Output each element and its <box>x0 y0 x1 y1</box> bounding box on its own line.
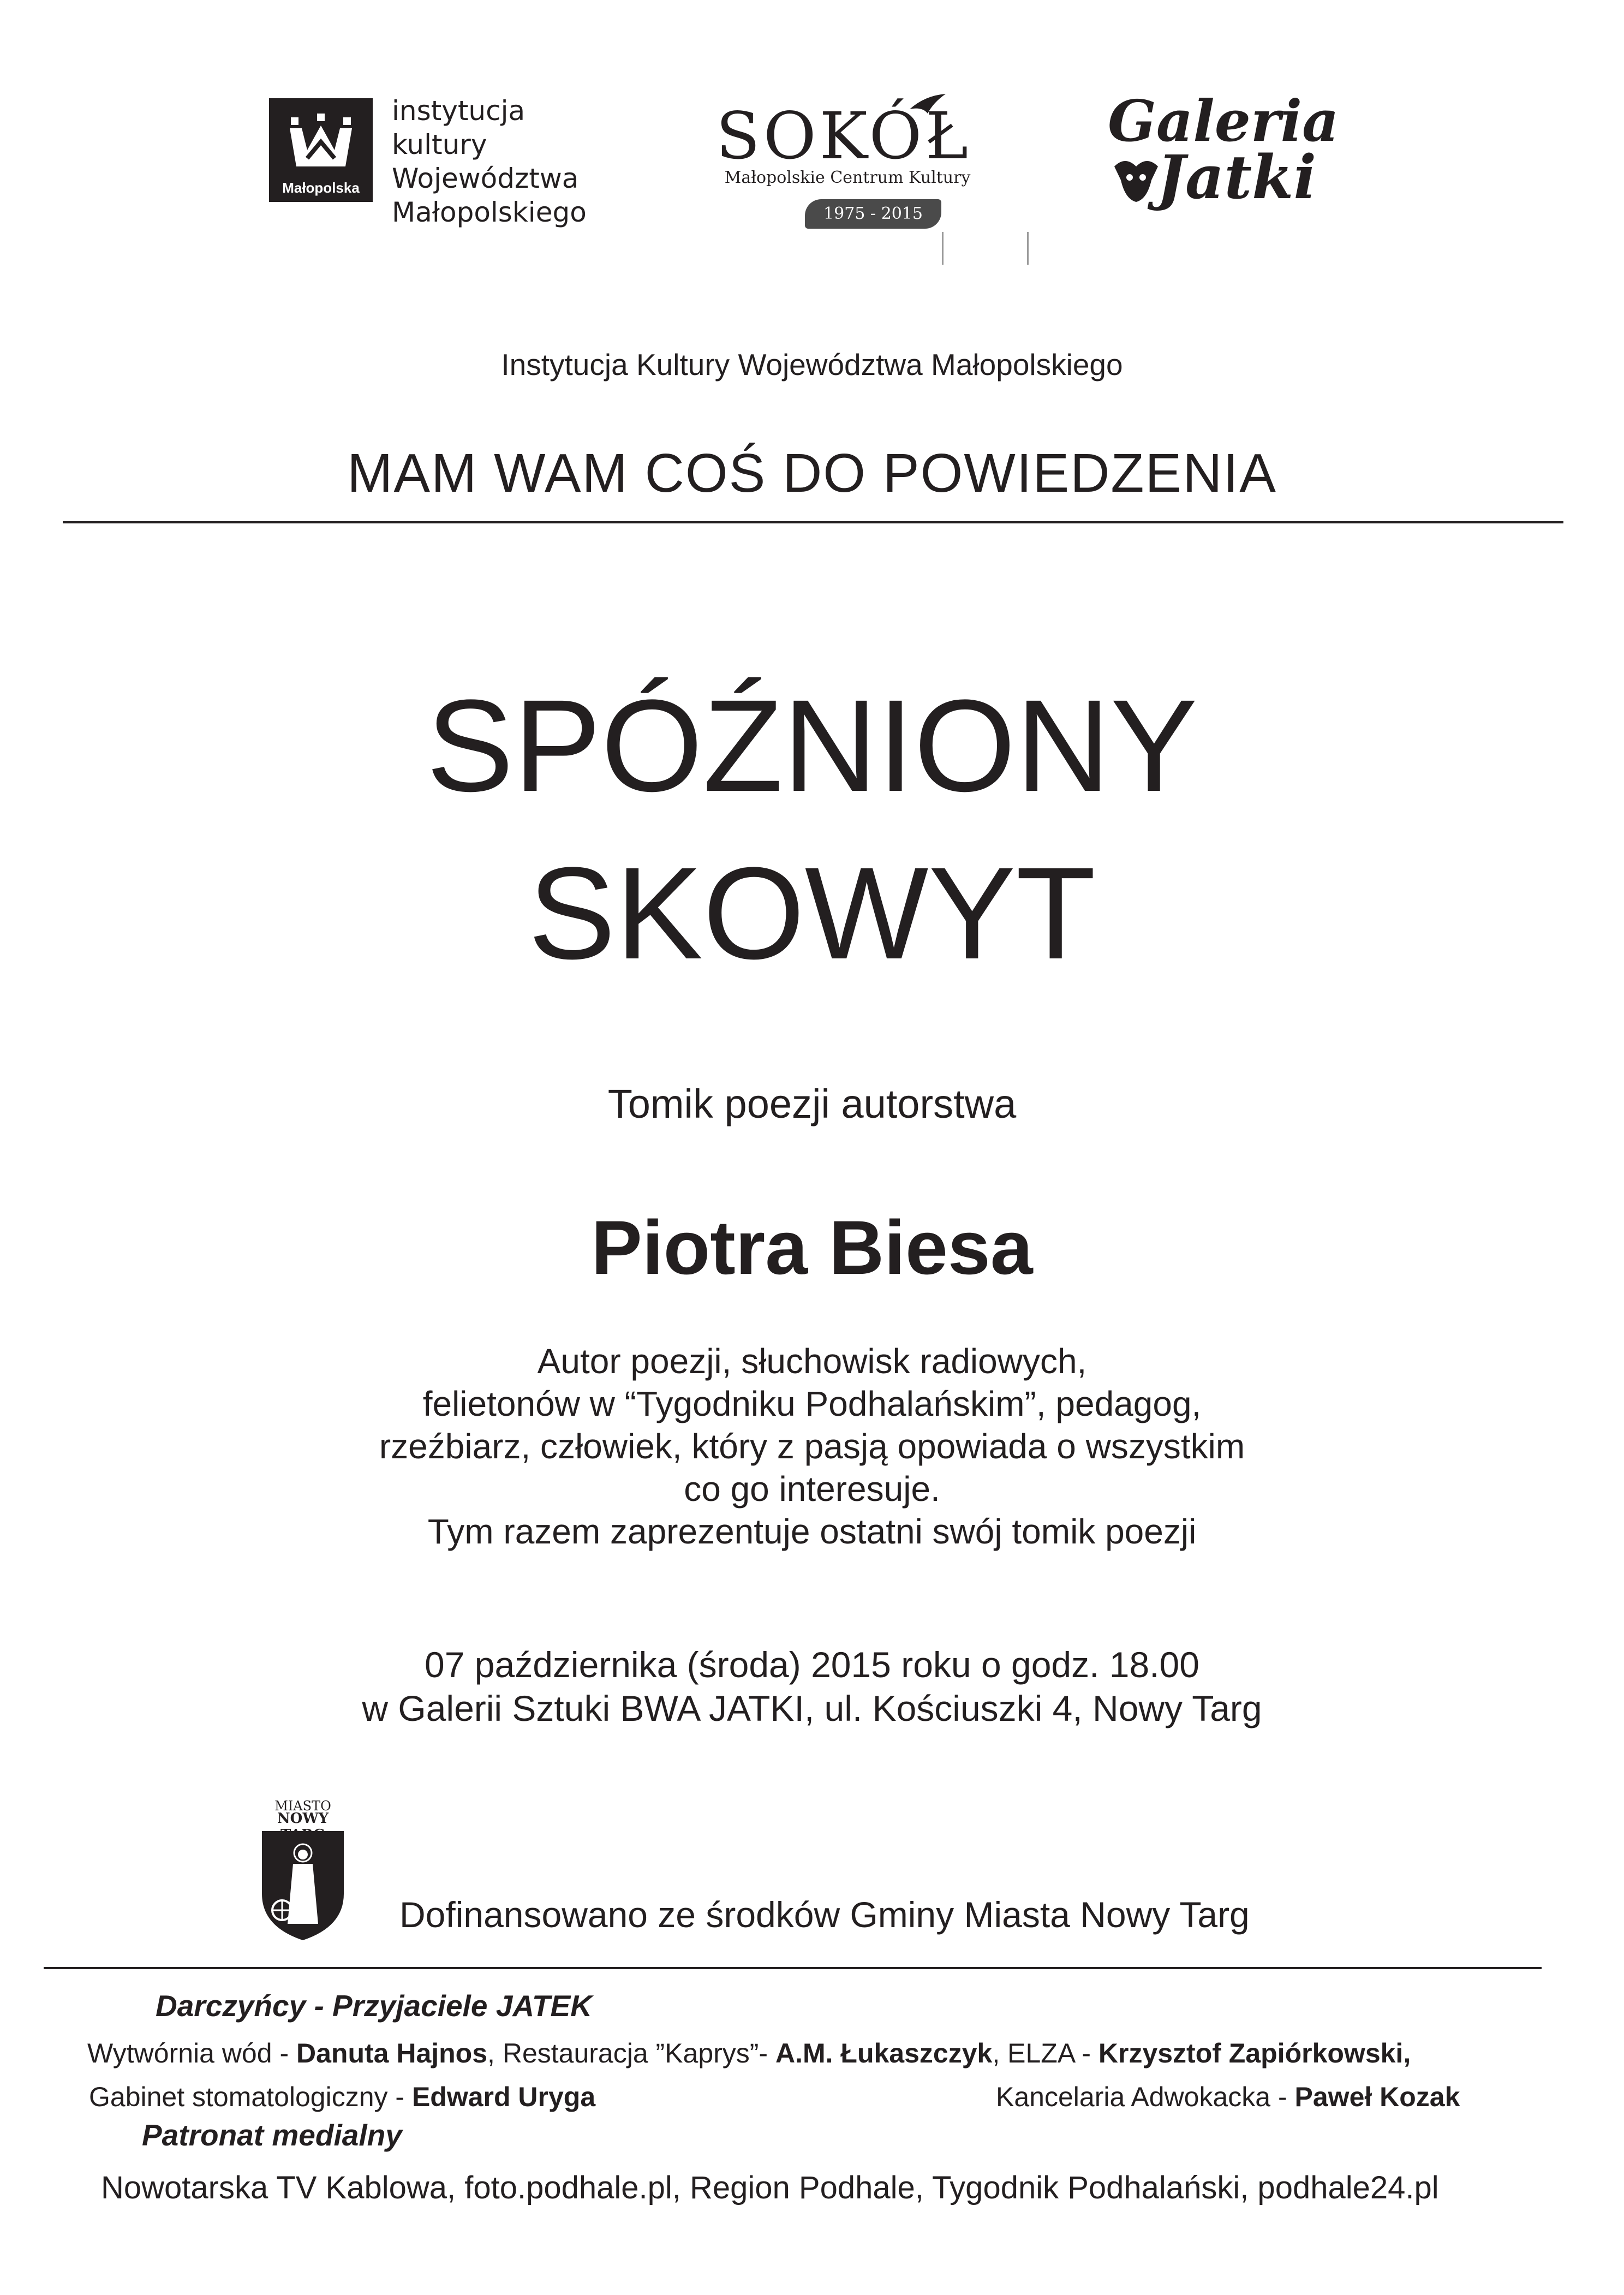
shield-icon <box>259 1828 347 1943</box>
funding-note: Dofinansowano ze środków Gminy Miasta Nowy Targ <box>399 1894 1250 1935</box>
sponsor-name: Paweł Kozak <box>1294 2082 1460 2112</box>
event-date: 07 października (środa) 2015 roku o godz. 18.00 <box>425 1644 1199 1685</box>
coat-label: NOWY <box>277 1810 329 1827</box>
sokol-subtitle: Małopolskie Centrum Kultury <box>724 168 971 187</box>
author-bio <box>0 1340 1624 1553</box>
sponsor-label: Kancelaria Adwokacka - <box>996 2082 1295 2112</box>
bottom-divider <box>44 1967 1542 1969</box>
sponsor-label: Gabinet stomatologiczny - <box>89 2082 412 2112</box>
sponsor-name: A.M. Łukaszczyk <box>775 2038 993 2069</box>
crown-icon <box>269 98 373 180</box>
malopolska-crown-emblem <box>269 98 373 202</box>
malopolska-line1: instytucja kultury <box>392 95 526 160</box>
sokol-logo <box>704 87 988 251</box>
series-title: MAM WAM COŚ DO POWIEDZENIA <box>347 443 1277 504</box>
title-line1: SPÓŹNIONY <box>426 672 1198 819</box>
sponsors-heading: Darczyńcy - Przyjaciele JATEK <box>156 1989 592 2023</box>
galeria-jatki-logo <box>1097 82 1339 240</box>
malopolska-box-text: Małopolska <box>282 180 360 196</box>
sponsor-label: , ELZA - <box>992 2038 1098 2069</box>
malopolska-line2: Województwa <box>392 163 579 194</box>
ox-head-icon <box>1109 156 1163 205</box>
media-heading: Patronat medialny <box>142 2118 402 2152</box>
sponsor-name: Krzysztof Zapiórkowski, <box>1098 2038 1411 2069</box>
nowy-targ-coat-of-arms <box>256 1798 349 1940</box>
sponsors-row <box>87 2037 1411 2069</box>
author-name: Piotra Biesa <box>591 1205 1033 1290</box>
sponsors-row <box>996 2081 1460 2113</box>
title-line2: SKOWYT <box>528 840 1096 986</box>
sokol-name: SOKÓŁ <box>716 98 972 174</box>
sponsor-name: Danuta Hajnos <box>296 2038 488 2069</box>
sponsors-row <box>89 2081 595 2113</box>
malopolska-logo-text <box>392 94 607 229</box>
malopolska-line3: Małopolskiego <box>392 196 587 228</box>
sponsor-label: Wytwórnia wód - <box>87 2038 296 2069</box>
event-venue: w Galerii Sztuki BWA JATKI, ul. Kościuszki 4, Nowy Targ <box>362 1688 1262 1728</box>
bio-line: rzeźbiarz, człowiek, który z pasją opowiada o wszystkim <box>379 1427 1245 1466</box>
malopolska-logo <box>269 95 607 228</box>
coat-label-small: MIASTO <box>274 1798 331 1814</box>
subtitle: Tomik poezji autorstwa <box>607 1081 1017 1126</box>
galeria-line2: Jatki <box>1157 142 1317 212</box>
divider-line <box>1027 232 1029 265</box>
galeria-line1: Galeria <box>1108 87 1339 154</box>
event-details <box>0 1643 1624 1730</box>
bio-line: felietonów w “Tygodniku Podhalańskim”, pedagog, <box>422 1384 1202 1423</box>
institution-name: Instytucja Kultury Województwa Małopolskiego <box>501 348 1123 381</box>
bio-line: co go interesuje. <box>684 1469 940 1509</box>
top-divider <box>63 521 1563 523</box>
sponsor-name: Edward Uryga <box>411 2082 596 2112</box>
divider-line <box>942 232 944 265</box>
sponsor-label: , Restauracja ”Kaprys”- <box>487 2038 775 2069</box>
bio-line: Tym razem zaprezentuje ostatni swój tomik poezji <box>427 1512 1197 1551</box>
media-partners: Nowotarska TV Kablowa, foto.podhale.pl, Region Podhale, Tygodnik Podhalański, podhale24.pl <box>101 2170 1439 2205</box>
bio-line: Autor poezji, słuchowisk radiowych, <box>537 1342 1087 1381</box>
sokol-years: 1975 - 2015 <box>805 199 941 229</box>
